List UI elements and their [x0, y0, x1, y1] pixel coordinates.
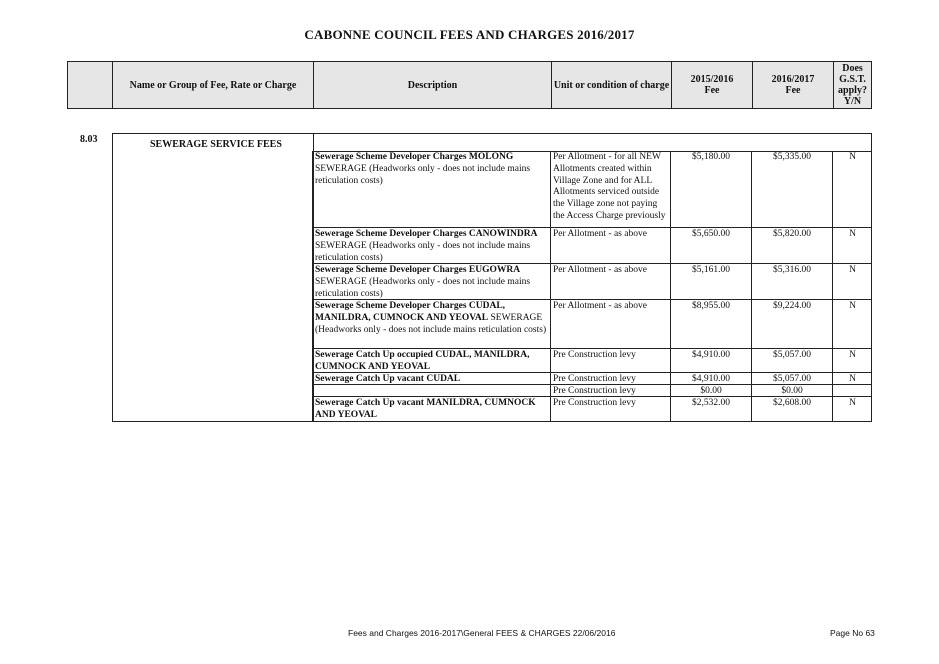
page-title: CABONNE COUNCIL FEES AND CHARGES 2016/2017 — [304, 27, 635, 42]
gst-applies: N — [832, 373, 872, 384]
table-row — [312, 300, 872, 349]
fee-2016-2017: $5,316.00 — [751, 264, 832, 299]
unit-of-charge: Per Allotment - for all NEW Allotments created within Village Zone and for ALL Allotments serviced outside the Village zone not paying the Access Charge previously — [550, 151, 670, 227]
gst-applies: N — [832, 264, 872, 299]
fee-title: Sewerage Catch Up vacant MANILDRA, CUMNOCK AND YEOVAL — [315, 398, 536, 420]
unit-of-charge: Per Allotment - as above — [550, 228, 670, 263]
header-unit: Unit or condition of charge — [552, 62, 672, 108]
fee-2016-2017: $5,057.00 — [751, 349, 832, 372]
fee-description — [312, 151, 550, 227]
blank-header-cell — [68, 62, 113, 108]
fee-description — [312, 385, 550, 396]
header-name: Name or Group of Fee, Rate or Charge — [113, 62, 314, 108]
fee-description — [312, 349, 550, 372]
empty-top-row — [313, 134, 871, 152]
fee-detail: SEWERAGE (Headworks only - does not include mains reticulation costs) — [315, 276, 531, 299]
table-row — [312, 349, 872, 373]
fee-description — [312, 228, 550, 263]
fee-2015-2016: $0.00 — [670, 385, 751, 396]
footer-path: Fees and Charges 2016-2017\General FEES & CHARGES 22/06/2016 — [348, 628, 616, 638]
unit-of-charge: Pre Construction levy — [550, 397, 670, 421]
table-row — [312, 264, 872, 300]
fee-2015-2016: $5,180.00 — [670, 151, 751, 227]
fee-2016-2017: $5,057.00 — [751, 373, 832, 384]
gst-applies: N — [832, 228, 872, 263]
fee-2016-2017: $9,224.00 — [751, 300, 832, 348]
unit-of-charge: Pre Construction levy — [550, 385, 670, 396]
fee-2015-2016: $5,161.00 — [670, 264, 751, 299]
section-name: SEWERAGE SERVICE FEES — [150, 139, 282, 150]
fee-description — [312, 300, 550, 348]
header-fee-2015: 2015/2016 Fee — [672, 62, 753, 108]
fee-2015-2016: $4,910.00 — [670, 373, 751, 384]
section-code: 8.03 — [80, 134, 98, 145]
fee-title: Sewerage Scheme Developer Charges MOLONG — [315, 152, 514, 162]
fee-detail: SEWERAGE (Headworks only - does not include mains reticulation costs) — [315, 163, 531, 186]
gst-applies: N — [832, 300, 872, 348]
header-gst: Does G.S.T. apply? Y/N — [838, 63, 867, 107]
gst-applies: N — [832, 397, 872, 421]
unit-of-charge: Per Allotment - as above — [550, 300, 670, 348]
fee-title: Sewerage Scheme Developer Charges EUGOWRA — [315, 265, 521, 275]
table-row — [312, 151, 872, 228]
table-row — [312, 385, 872, 397]
fee-description — [312, 373, 550, 384]
unit-of-charge: Per Allotment - as above — [550, 264, 670, 299]
fee-detail: SEWERAGE (Headworks only - does not include mains reticulation costs) — [315, 240, 531, 263]
fee-description — [312, 264, 550, 299]
fee-2015-2016: $2,532.00 — [670, 397, 751, 421]
gst-applies: N — [832, 151, 872, 227]
gst-applies — [832, 385, 872, 396]
fee-title: Sewerage Catch Up vacant CUDAL — [315, 374, 461, 384]
fee-2016-2017: $0.00 — [751, 385, 832, 396]
table-row — [312, 228, 872, 264]
footer-page-number: Page No 63 — [830, 628, 875, 638]
fee-2015-2016: $8,955.00 — [670, 300, 751, 348]
fee-title: Sewerage Scheme Developer Charges CANOWINDRA — [315, 229, 538, 239]
fee-2015-2016: $5,650.00 — [670, 228, 751, 263]
header-fee-2016: 2016/2017 Fee — [753, 62, 834, 108]
table-row — [312, 397, 872, 421]
fee-2016-2017: $2,608.00 — [751, 397, 832, 421]
fee-2015-2016: $4,910.00 — [670, 349, 751, 372]
fee-title: Sewerage Catch Up occupied CUDAL, MANILDRA, CUMNOCK AND YEOVAL — [315, 350, 530, 372]
header-description: Description — [314, 62, 552, 108]
fee-2016-2017: $5,820.00 — [751, 228, 832, 263]
gst-applies: N — [832, 349, 872, 372]
column-header-row — [67, 61, 872, 109]
unit-of-charge: Pre Construction levy — [550, 373, 670, 384]
fee-title: Sewerage Scheme Developer Charges CUDAL, MANILDRA, CUMNOCK AND YEOVAL — [315, 301, 506, 323]
fee-description — [312, 397, 550, 421]
fee-detail: SEWERAGE (Headworks only - does not include mains reticulation costs) — [315, 312, 547, 335]
table-row — [312, 373, 872, 385]
fee-2016-2017: $5,335.00 — [751, 151, 832, 227]
unit-of-charge: Pre Construction levy — [550, 349, 670, 372]
